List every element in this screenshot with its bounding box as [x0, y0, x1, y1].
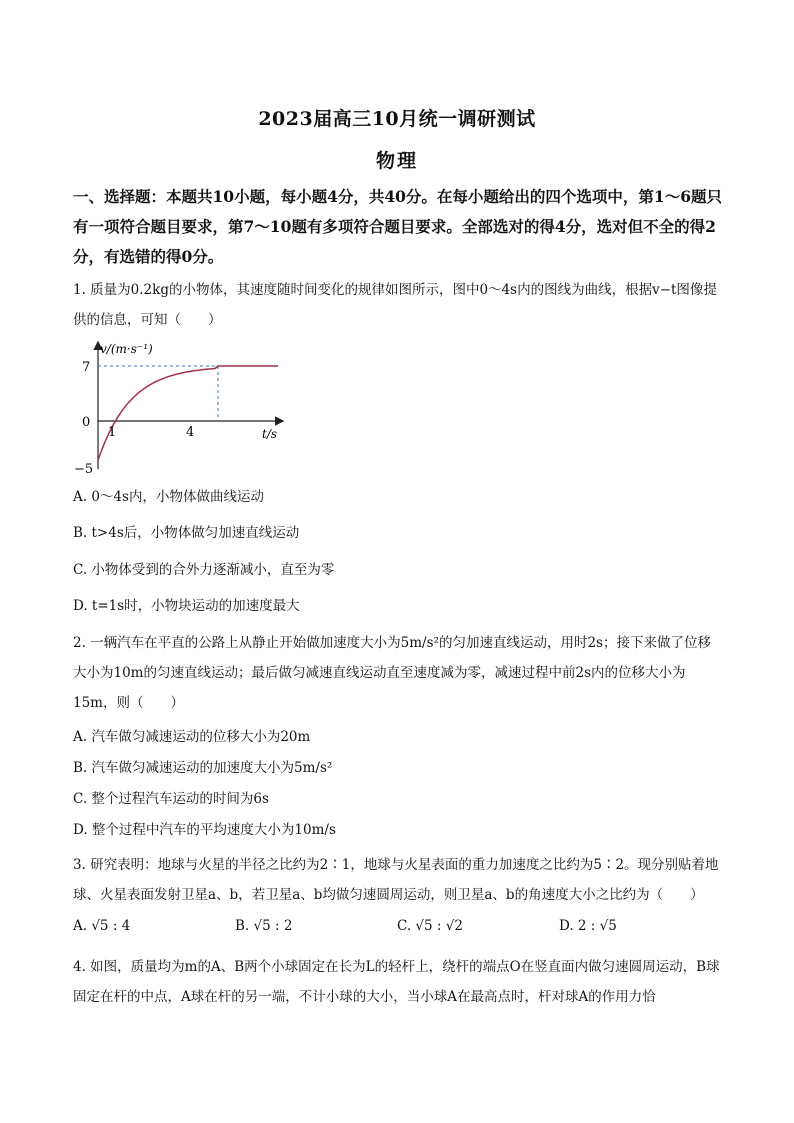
exam-title: 2023届高三10月统一调研测试 [258, 108, 536, 130]
q3-option-b: B. √5 : 2 [235, 918, 293, 934]
q1-option-b: B. t>4s后，小物体做匀加速直线运动 [73, 525, 300, 541]
q2-option-b: B. 汽车做匀减速运动的加速度大小为5m/s² [73, 760, 333, 776]
question-1-stem: 1. 质量为0.2kg的小物体，其速度随时间变化的规律如图所示，图中0～4s内的图线为曲线，根据v−t图像提供的信息，可知（ ） [73, 282, 717, 328]
question-4-stem: 4. 如图，质量均为m的A、B两个小球固定在长为L的轻杆上，绕杆的端点O在竖直面内做匀速圆周运动，B球固定在杆的中点，A球在杆的另一端，不计小球的大小，当小球A在最高点时，杆对球A的作用力恰 [73, 959, 720, 1005]
question-2-stem: 2. 一辆汽车在平直的公路上从静止开始做加速度大小为5m/s²的匀加速直线运动，用时2s；接下来做了位移大小为10m的匀速直线运动；最后做匀减速直线运动直至速度减为零，减速过程中前2s内的位移大小为15m，则（ ） [73, 635, 711, 711]
q2-option-c: C. 整个过程汽车运动的时间为6s [73, 791, 269, 807]
q1-option-d: D. t=1s时，小物块运动的加速度最大 [73, 598, 300, 614]
q1-option-c: C. 小物体受到的合外力逐渐减小，直至为零 [73, 562, 335, 578]
y-tick-0: 0 [82, 415, 91, 430]
x-axis-label: t/s [262, 427, 278, 441]
v-t-graph [70, 335, 290, 475]
q3-option-c: C. √5 : √2 [397, 918, 463, 934]
x-tick-1: 1 [108, 425, 117, 440]
y-axis-label: v/(m·s⁻¹) [100, 342, 153, 356]
y-tick-7: 7 [82, 360, 91, 375]
series-line-v-t [98, 366, 278, 460]
question-3-stem: 3. 研究表明：地球与火星的半径之比约为2∶1，地球与火星表面的重力加速度之比约为5∶2。现分别贴着地球、火星表面发射卫星a、b，若卫星a、b均做匀速圆周运动，则卫星a、b的角速度大小之比约为（ ） [73, 857, 719, 903]
subject-title: 物理 [375, 150, 418, 172]
section-instructions: 一、选择题：本题共10小题，每小题4分，共40分。在每小题给出的四个选项中，第1～6题只有一项符合题目要求，第7～10题有多项符合题目要求。全部选对的得4分，选对但不全的得2分，有选错的得0分。 [73, 187, 722, 266]
x-tick-4: 4 [186, 425, 195, 440]
q3-options-row [73, 918, 753, 940]
q2-option-a: A. 汽车做匀减速运动的位移大小为20m [73, 729, 311, 745]
q1-option-a: A. 0～4s内，小物体做曲线运动 [73, 489, 264, 505]
q2-option-d: D. 整个过程中汽车的平均速度大小为10m/s [73, 822, 336, 838]
q3-option-a: A. √5 : 4 [73, 918, 131, 934]
q3-option-d: D. 2 : √5 [559, 918, 617, 934]
y-tick-neg5: −5 [74, 462, 94, 477]
